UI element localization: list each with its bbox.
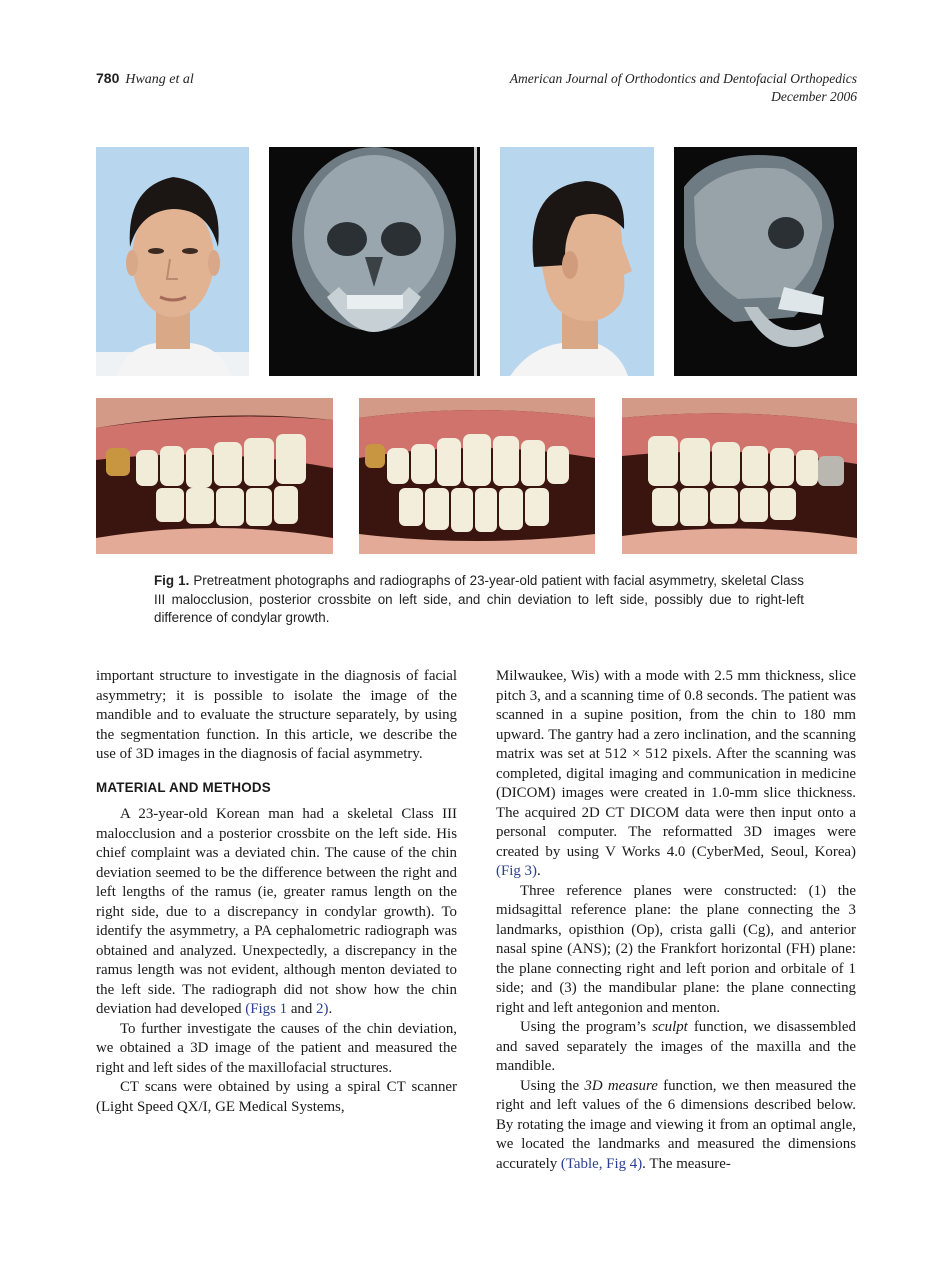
table-figure-reference-link[interactable]: (Table, Fig 4) — [560, 1155, 643, 1172]
pa-cephalometric-radiograph — [269, 147, 480, 376]
paragraph-text: Milwaukee, Wis) with a mode with 2.5 mm thickness, slice pitch 3, and a scanning time of 0.8 seconds. The patient was scanned in a supine position, from the chin to 180 mm upward. The gantry had a zero inclination, and the scanning matrix was set at 512 × 512 pixels. After the scanning was completed, digital imaging and communication in medicine (DICOM) images were created in 1.0-mm slice thickness. The acquired 2D CT DICOM data were then input onto a personal computer. The reformatted 3D images were created by using V Works 4.0 (CyberMed, Seoul, Korea) — [496, 668, 856, 860]
paragraph — [496, 1077, 856, 1175]
text-column-left — [96, 667, 457, 1117]
running-header-left — [96, 70, 194, 88]
paragraph-text: Using the program’s — [520, 1019, 653, 1035]
paragraph — [496, 667, 856, 882]
intraoral-left-buccal-photo — [622, 398, 857, 554]
paragraph — [496, 1018, 856, 1077]
profile-face-photo — [500, 147, 654, 376]
paragraph — [96, 805, 457, 1020]
running-authors: Hwang et al — [125, 72, 194, 87]
figure-caption — [154, 572, 804, 628]
page-number: 780 — [96, 70, 120, 86]
figure-caption-text: Pretreatment photographs and radiographs of 23-year-old patient with facial asymmetry, skeletal Class III malocclusion, posterior crossbite on left side, and chin deviation to left side, possibly due to right-left difference of condylar growth. — [154, 573, 804, 625]
paragraph-text: function, we disassembled and saved separately the images of the maxilla and the mandible. — [496, 1019, 856, 1074]
figure-label: Fig 1. — [154, 573, 190, 588]
section-heading: MATERIAL AND METHODS — [96, 779, 271, 795]
intraoral-frontal-photo — [359, 398, 595, 554]
issue-date: December 2006 — [771, 89, 857, 104]
lateral-cephalometric-radiograph — [674, 147, 857, 376]
paragraph: CT scans were obtained by using a spiral CT scanner (Light Speed QX/I, GE Medical Systems, — [96, 1079, 457, 1115]
intraoral-right-buccal-photo — [96, 398, 333, 554]
paragraph: To further investigate the causes of the chin deviation, we obtained a 3D image of the patient and measured the right and left sides of the maxillofacial structures. — [96, 1020, 457, 1076]
paragraph-text: A 23-year-old Korean man had a skeletal Class III malocclusion and a posterior crossbite on the left side. His chief complaint was a deviated chin. The cause of the chin deviation seemed to be the difference between the right and left lengths of the ramus (ie, greater ramus length on the right side, due to a discrepancy in condylar growth). To identify the asymmetry, a PA cephalometric radiograph was obtained and analyzed. Unexpectedly, a discrepancy in the ramus length was not evident, although menton deviated to the left side. The radiograph did not show how the chin deviation had developed — [96, 806, 457, 1017]
figure-reference-link[interactable]: (Figs 1 — [245, 1001, 288, 1017]
text-column-right — [496, 667, 856, 1174]
journal-title: American Journal of Orthodontics and Dentofacial Orthopedics — [509, 71, 857, 86]
figure-reference-link[interactable]: 2) — [316, 1001, 329, 1017]
paragraph-text: . — [328, 1001, 333, 1017]
paragraph-text: Using the — [520, 1077, 585, 1094]
paragraph-text: function, we then measured the right and left values of the 6 dimensions described below. By rotating the image and viewing it from an optimal angle, we located the landmarks and measured the dimensions accurately — [496, 1077, 856, 1172]
running-header-right — [510, 70, 857, 106]
emphasis-text: 3D measure — [584, 1077, 658, 1094]
paragraph-text: . — [536, 863, 541, 879]
paragraph-text: . The measure- — [642, 1155, 731, 1172]
emphasis-text: sculpt — [652, 1019, 688, 1035]
figure-reference-link[interactable]: (Fig 3) — [496, 863, 537, 879]
paragraph: Three reference planes were constructed: (1) the midsagittal reference plane: the plane connecting the 3 landmarks, opisthion (Op), crista galli (Cg), and anterior nasal spine (ANS); (2) the Frankfort horizontal (FH) plane: the plane connecting right and left porion and orbitale of 1 side; and (3) the mandibular plane: the plane connecting right and left antegonion and menton. — [496, 882, 856, 1016]
paragraph-text: and — [287, 1001, 317, 1017]
frontal-face-photo — [96, 147, 249, 376]
paragraph: important structure to investigate in the diagnosis of facial asymmetry; it is possible to isolate the image of the mandible and to evaluate the structure separately, by using the segmentation function. In this article, we describe the use of 3D images in the diagnosis of facial asymmetry. — [96, 668, 457, 762]
